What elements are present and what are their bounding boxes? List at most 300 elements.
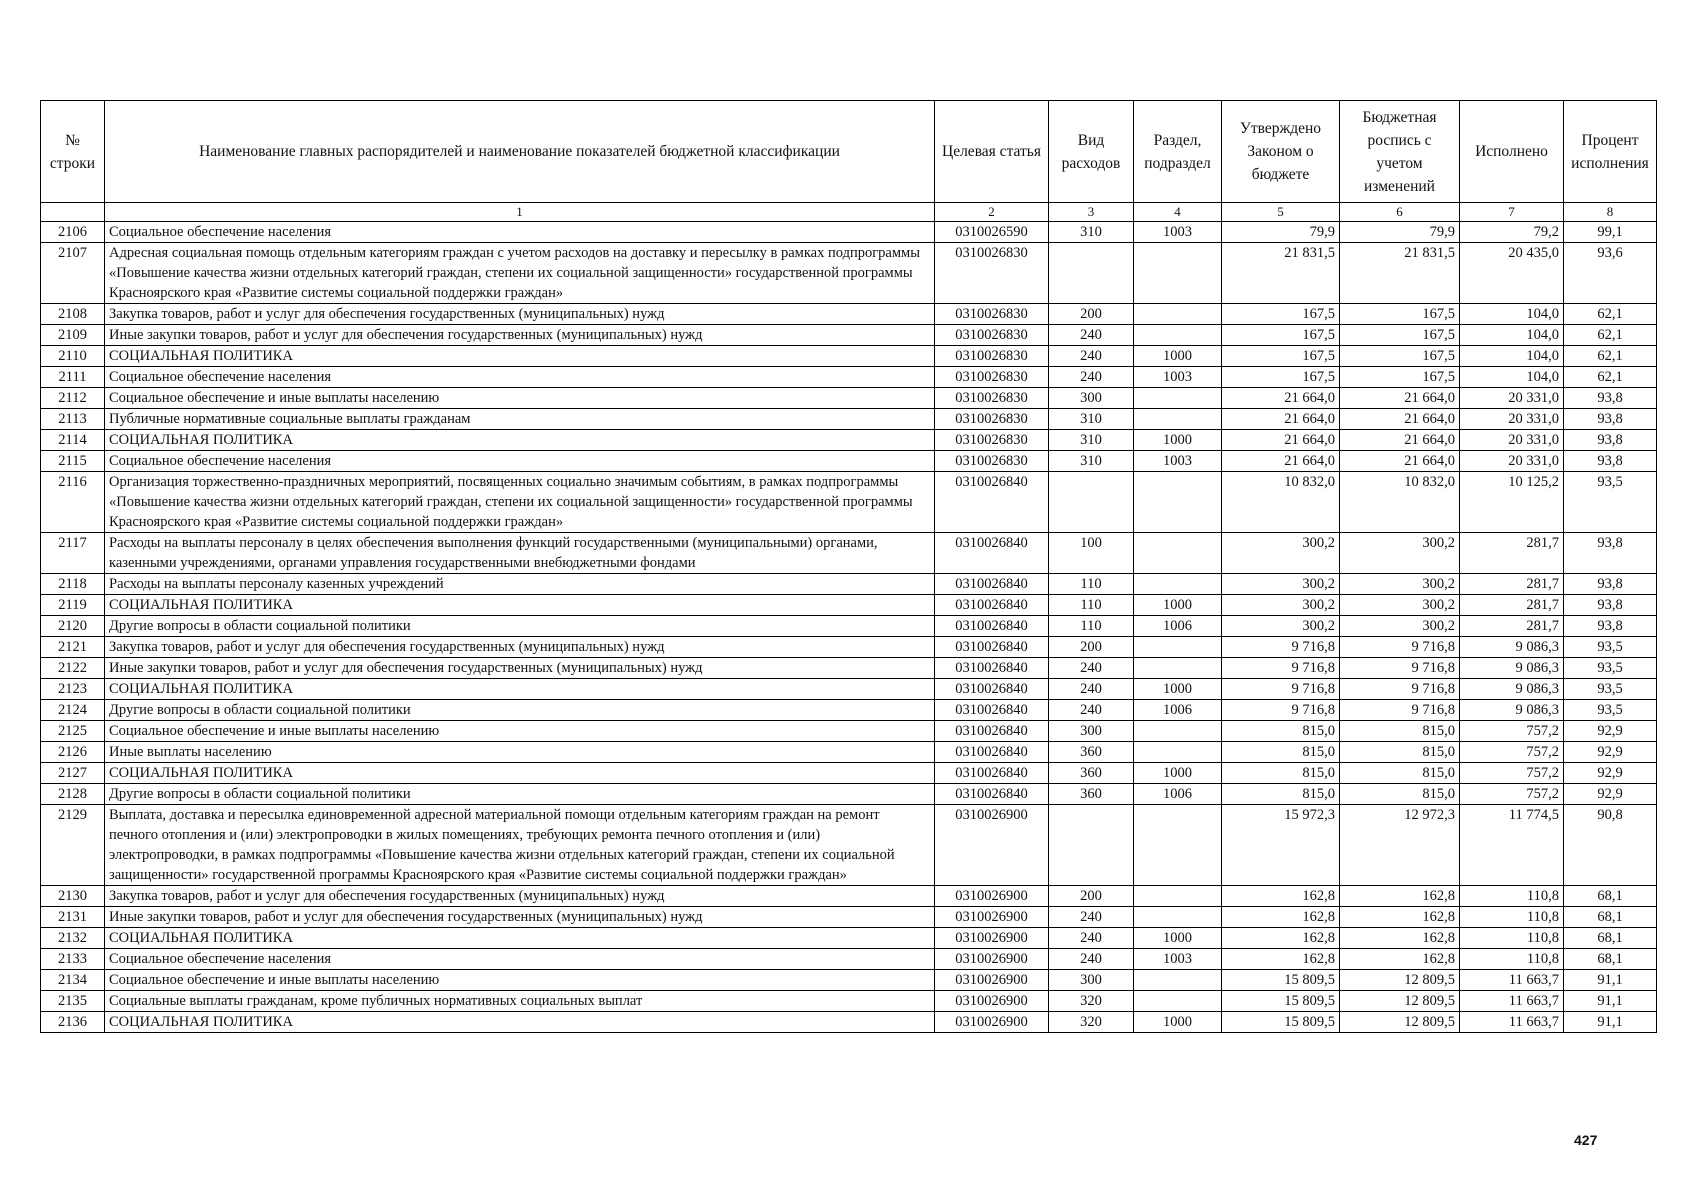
expense-type-cell: 320 [1049, 991, 1134, 1012]
budget-list-cell: 12 972,3 [1340, 805, 1460, 886]
target-article-cell: 0310026840 [935, 700, 1049, 721]
budget-list-cell: 21 664,0 [1340, 430, 1460, 451]
approved-cell: 815,0 [1222, 784, 1340, 805]
expense-type-cell: 310 [1049, 451, 1134, 472]
section-cell: 1000 [1134, 763, 1222, 784]
target-article-cell: 0310026840 [935, 784, 1049, 805]
approved-cell: 15 809,5 [1222, 1012, 1340, 1033]
row-name-cell: Социальное обеспечение населения [105, 949, 935, 970]
section-cell [1134, 574, 1222, 595]
row-name-cell: Иные закупки товаров, работ и услуг для обеспечения государственных (муниципальных) нужд [105, 907, 935, 928]
approved-cell: 9 716,8 [1222, 637, 1340, 658]
budget-list-cell: 167,5 [1340, 367, 1460, 388]
row-name-cell: Иные выплаты населению [105, 742, 935, 763]
table-row [41, 304, 1657, 325]
section-cell [1134, 409, 1222, 430]
row-number-cell: 2117 [41, 533, 105, 574]
approved-cell: 300,2 [1222, 574, 1340, 595]
approved-cell: 167,5 [1222, 367, 1340, 388]
row-number-cell: 2123 [41, 679, 105, 700]
target-article-cell: 0310026900 [935, 991, 1049, 1012]
executed-cell: 104,0 [1460, 325, 1564, 346]
percent-cell: 93,8 [1564, 595, 1657, 616]
executed-cell: 281,7 [1460, 616, 1564, 637]
executed-cell: 11 774,5 [1460, 805, 1564, 886]
row-number-cell: 2133 [41, 949, 105, 970]
row-number-cell: 2121 [41, 637, 105, 658]
table-body [41, 222, 1657, 1033]
target-article-cell: 0310026840 [935, 472, 1049, 533]
row-name-cell: Другие вопросы в области социальной политики [105, 616, 935, 637]
header-section: Раздел, подраздел [1134, 101, 1222, 203]
percent-cell: 91,1 [1564, 991, 1657, 1012]
executed-cell: 20 435,0 [1460, 243, 1564, 304]
approved-cell: 15 809,5 [1222, 991, 1340, 1012]
approved-cell: 162,8 [1222, 907, 1340, 928]
target-article-cell: 0310026830 [935, 304, 1049, 325]
budget-list-cell: 300,2 [1340, 616, 1460, 637]
row-name-cell: Закупка товаров, работ и услуг для обеспечения государственных (муниципальных) нужд [105, 637, 935, 658]
row-number-cell: 2108 [41, 304, 105, 325]
header-row-number: № строки [41, 101, 105, 203]
expense-type-cell: 310 [1049, 222, 1134, 243]
approved-cell: 162,8 [1222, 886, 1340, 907]
percent-cell: 93,8 [1564, 409, 1657, 430]
table-row [41, 721, 1657, 742]
row-number-cell: 2129 [41, 805, 105, 886]
budget-list-cell: 9 716,8 [1340, 700, 1460, 721]
executed-cell: 9 086,3 [1460, 658, 1564, 679]
percent-cell: 92,9 [1564, 721, 1657, 742]
column-number: 8 [1564, 203, 1657, 222]
expense-type-cell: 110 [1049, 595, 1134, 616]
executed-cell: 10 125,2 [1460, 472, 1564, 533]
approved-cell: 21 664,0 [1222, 430, 1340, 451]
executed-cell: 757,2 [1460, 784, 1564, 805]
approved-cell: 9 716,8 [1222, 658, 1340, 679]
percent-cell: 68,1 [1564, 907, 1657, 928]
section-cell [1134, 991, 1222, 1012]
approved-cell: 300,2 [1222, 533, 1340, 574]
section-cell: 1006 [1134, 616, 1222, 637]
expense-type-cell: 110 [1049, 616, 1134, 637]
approved-cell: 21 664,0 [1222, 388, 1340, 409]
budget-list-cell: 21 664,0 [1340, 388, 1460, 409]
row-name-cell: Иные закупки товаров, работ и услуг для обеспечения государственных (муниципальных) нужд [105, 325, 935, 346]
column-number: 1 [105, 203, 935, 222]
approved-cell: 79,9 [1222, 222, 1340, 243]
table-row [41, 243, 1657, 304]
header-executed: Исполнено [1460, 101, 1564, 203]
percent-cell: 62,1 [1564, 346, 1657, 367]
row-number-cell: 2106 [41, 222, 105, 243]
table-row [41, 574, 1657, 595]
target-article-cell: 0310026900 [935, 886, 1049, 907]
expense-type-cell: 360 [1049, 742, 1134, 763]
row-number-cell: 2125 [41, 721, 105, 742]
budget-list-cell: 9 716,8 [1340, 637, 1460, 658]
section-cell [1134, 533, 1222, 574]
expense-type-cell: 240 [1049, 679, 1134, 700]
expense-type-cell [1049, 243, 1134, 304]
target-article-cell: 0310026840 [935, 721, 1049, 742]
percent-cell: 93,8 [1564, 430, 1657, 451]
target-article-cell: 0310026830 [935, 451, 1049, 472]
approved-cell: 15 809,5 [1222, 970, 1340, 991]
row-name-cell: СОЦИАЛЬНАЯ ПОЛИТИКА [105, 763, 935, 784]
target-article-cell: 0310026840 [935, 595, 1049, 616]
column-number: 7 [1460, 203, 1564, 222]
executed-cell: 110,8 [1460, 907, 1564, 928]
section-cell: 1000 [1134, 346, 1222, 367]
target-article-cell: 0310026830 [935, 409, 1049, 430]
table-row [41, 742, 1657, 763]
section-cell [1134, 325, 1222, 346]
executed-cell: 79,2 [1460, 222, 1564, 243]
table-row [41, 533, 1657, 574]
row-name-cell: Выплата, доставка и пересылка единовременной адресной материальной помощи отдельным категориям граждан на ремонт печного отопления и (или) электропроводки в жилых помещениях, требующих ремонта печного отопления и (или) электропроводки, в рамках подпрограммы «Повышение качества жизни отдельных категорий граждан, степени их социальной защищенности» государственной программы Красноярского края «Развитие системы социальной поддержки граждан» [105, 805, 935, 886]
table-row [41, 409, 1657, 430]
approved-cell: 162,8 [1222, 949, 1340, 970]
target-article-cell: 0310026840 [935, 679, 1049, 700]
row-number-cell: 2119 [41, 595, 105, 616]
target-article-cell: 0310026840 [935, 574, 1049, 595]
percent-cell: 93,6 [1564, 243, 1657, 304]
table-row [41, 1012, 1657, 1033]
section-cell [1134, 637, 1222, 658]
row-number-cell: 2124 [41, 700, 105, 721]
target-article-cell: 0310026900 [935, 949, 1049, 970]
percent-cell: 92,9 [1564, 763, 1657, 784]
row-name-cell: СОЦИАЛЬНАЯ ПОЛИТИКА [105, 346, 935, 367]
target-article-cell: 0310026830 [935, 388, 1049, 409]
row-name-cell: Расходы на выплаты персоналу в целях обеспечения выполнения функций государственными (муниципальными) органами, казенными учреждениями, органами управления государственными внебюджетными фондами [105, 533, 935, 574]
executed-cell: 20 331,0 [1460, 451, 1564, 472]
row-number-cell: 2116 [41, 472, 105, 533]
percent-cell: 93,8 [1564, 451, 1657, 472]
section-cell [1134, 304, 1222, 325]
section-cell: 1000 [1134, 679, 1222, 700]
percent-cell: 93,5 [1564, 700, 1657, 721]
row-number-cell: 2109 [41, 325, 105, 346]
budget-list-cell: 9 716,8 [1340, 679, 1460, 700]
executed-cell: 110,8 [1460, 949, 1564, 970]
target-article-cell: 0310026830 [935, 430, 1049, 451]
budget-list-cell: 21 831,5 [1340, 243, 1460, 304]
header-name: Наименование главных распорядителей и наименование показателей бюджетной классификации [105, 101, 935, 203]
expense-type-cell [1049, 805, 1134, 886]
budget-list-cell: 300,2 [1340, 595, 1460, 616]
row-number-cell: 2107 [41, 243, 105, 304]
target-article-cell: 0310026830 [935, 243, 1049, 304]
budget-table-sheet [40, 100, 1656, 1033]
row-number-cell: 2111 [41, 367, 105, 388]
column-number: 6 [1340, 203, 1460, 222]
table-row [41, 388, 1657, 409]
row-number-cell: 2127 [41, 763, 105, 784]
budget-list-cell: 162,8 [1340, 886, 1460, 907]
row-name-cell: СОЦИАЛЬНАЯ ПОЛИТИКА [105, 430, 935, 451]
row-name-cell: Закупка товаров, работ и услуг для обеспечения государственных (муниципальных) нужд [105, 304, 935, 325]
budget-list-cell: 12 809,5 [1340, 970, 1460, 991]
budget-list-cell: 300,2 [1340, 574, 1460, 595]
budget-list-cell: 815,0 [1340, 763, 1460, 784]
approved-cell: 167,5 [1222, 346, 1340, 367]
target-article-cell: 0310026900 [935, 970, 1049, 991]
budget-list-cell: 21 664,0 [1340, 451, 1460, 472]
percent-cell: 93,5 [1564, 472, 1657, 533]
expense-type-cell: 240 [1049, 658, 1134, 679]
expense-type-cell: 240 [1049, 928, 1134, 949]
header-row [41, 101, 1657, 203]
table-row [41, 763, 1657, 784]
executed-cell: 20 331,0 [1460, 388, 1564, 409]
row-name-cell: Организация торжественно-праздничных мероприятий, посвященных социально значимым событиям, в рамках подпрограммы «Повышение качества жизни отдельных категорий граждан, степени их социальной защищенности» государственной программы Красноярского края «Развитие системы социальной поддержки граждан» [105, 472, 935, 533]
budget-list-cell: 10 832,0 [1340, 472, 1460, 533]
table-row [41, 367, 1657, 388]
percent-cell: 68,1 [1564, 886, 1657, 907]
approved-cell: 162,8 [1222, 928, 1340, 949]
table-row [41, 346, 1657, 367]
approved-cell: 21 831,5 [1222, 243, 1340, 304]
table-row [41, 472, 1657, 533]
column-number: 3 [1049, 203, 1134, 222]
row-number-cell: 2136 [41, 1012, 105, 1033]
section-cell: 1000 [1134, 928, 1222, 949]
budget-list-cell: 162,8 [1340, 928, 1460, 949]
target-article-cell: 0310026840 [935, 533, 1049, 574]
section-cell: 1000 [1134, 1012, 1222, 1033]
executed-cell: 281,7 [1460, 595, 1564, 616]
percent-cell: 93,8 [1564, 616, 1657, 637]
table-row [41, 451, 1657, 472]
expense-type-cell: 200 [1049, 304, 1134, 325]
target-article-cell: 0310026900 [935, 907, 1049, 928]
section-cell [1134, 742, 1222, 763]
expense-type-cell: 310 [1049, 409, 1134, 430]
budget-list-cell: 815,0 [1340, 742, 1460, 763]
section-cell: 1003 [1134, 222, 1222, 243]
budget-list-cell: 167,5 [1340, 346, 1460, 367]
expense-type-cell: 240 [1049, 700, 1134, 721]
section-cell [1134, 805, 1222, 886]
percent-cell: 93,5 [1564, 658, 1657, 679]
expense-type-cell [1049, 472, 1134, 533]
section-cell: 1003 [1134, 367, 1222, 388]
section-cell [1134, 388, 1222, 409]
section-cell [1134, 886, 1222, 907]
header-approved: Утверждено Законом о бюджете [1222, 101, 1340, 203]
expense-type-cell: 100 [1049, 533, 1134, 574]
row-number-cell: 2132 [41, 928, 105, 949]
row-name-cell: Расходы на выплаты персоналу казенных учреждений [105, 574, 935, 595]
table-row [41, 430, 1657, 451]
table-row [41, 700, 1657, 721]
budget-list-cell: 12 809,5 [1340, 991, 1460, 1012]
section-cell [1134, 243, 1222, 304]
row-number-cell: 2110 [41, 346, 105, 367]
percent-cell: 62,1 [1564, 304, 1657, 325]
table-row [41, 784, 1657, 805]
executed-cell: 20 331,0 [1460, 409, 1564, 430]
approved-cell: 167,5 [1222, 325, 1340, 346]
percent-cell: 62,1 [1564, 325, 1657, 346]
percent-cell: 93,5 [1564, 679, 1657, 700]
row-number-cell: 2114 [41, 430, 105, 451]
budget-list-cell: 815,0 [1340, 721, 1460, 742]
row-name-cell: Социальное обеспечение и иные выплаты населению [105, 388, 935, 409]
expense-type-cell: 200 [1049, 886, 1134, 907]
row-name-cell: Социальное обеспечение населения [105, 222, 935, 243]
section-cell [1134, 907, 1222, 928]
row-number-cell: 2113 [41, 409, 105, 430]
target-article-cell: 0310026840 [935, 637, 1049, 658]
target-article-cell: 0310026900 [935, 1012, 1049, 1033]
table-row [41, 658, 1657, 679]
target-article-cell: 0310026590 [935, 222, 1049, 243]
approved-cell: 815,0 [1222, 721, 1340, 742]
executed-cell: 104,0 [1460, 367, 1564, 388]
executed-cell: 9 086,3 [1460, 679, 1564, 700]
approved-cell: 815,0 [1222, 763, 1340, 784]
expense-type-cell: 110 [1049, 574, 1134, 595]
executed-cell: 104,0 [1460, 304, 1564, 325]
table-row [41, 949, 1657, 970]
percent-cell: 92,9 [1564, 784, 1657, 805]
executed-cell: 9 086,3 [1460, 700, 1564, 721]
executed-cell: 757,2 [1460, 763, 1564, 784]
expense-type-cell: 240 [1049, 367, 1134, 388]
column-number: 4 [1134, 203, 1222, 222]
executed-cell: 110,8 [1460, 886, 1564, 907]
table-row [41, 616, 1657, 637]
budget-table [40, 100, 1657, 1033]
approved-cell: 10 832,0 [1222, 472, 1340, 533]
row-name-cell: Адресная социальная помощь отдельным категориям граждан с учетом расходов на доставку и пересылку в рамках подпрограммы «Повышение качества жизни отдельных категорий граждан, степени их социальной защищенности» государственной программы Красноярского края «Развитие системы социальной поддержки граждан» [105, 243, 935, 304]
row-number-cell: 2120 [41, 616, 105, 637]
target-article-cell: 0310026900 [935, 805, 1049, 886]
executed-cell: 757,2 [1460, 721, 1564, 742]
table-row [41, 805, 1657, 886]
column-number: 5 [1222, 203, 1340, 222]
row-name-cell: Другие вопросы в области социальной политики [105, 784, 935, 805]
row-name-cell: Социальное обеспечение населения [105, 367, 935, 388]
row-number-cell: 2112 [41, 388, 105, 409]
percent-cell: 93,8 [1564, 388, 1657, 409]
row-number-cell: 2134 [41, 970, 105, 991]
expense-type-cell: 300 [1049, 388, 1134, 409]
expense-type-cell: 360 [1049, 784, 1134, 805]
executed-cell: 110,8 [1460, 928, 1564, 949]
budget-list-cell: 162,8 [1340, 949, 1460, 970]
target-article-cell: 0310026840 [935, 742, 1049, 763]
approved-cell: 9 716,8 [1222, 679, 1340, 700]
percent-cell: 93,5 [1564, 637, 1657, 658]
approved-cell: 300,2 [1222, 595, 1340, 616]
percent-cell: 91,1 [1564, 970, 1657, 991]
table-row [41, 325, 1657, 346]
row-name-cell: Социальное обеспечение населения [105, 451, 935, 472]
section-cell: 1000 [1134, 595, 1222, 616]
percent-cell: 68,1 [1564, 928, 1657, 949]
target-article-cell: 0310026830 [935, 367, 1049, 388]
table-row [41, 595, 1657, 616]
header-budget-list: Бюджетная роспись с учетом изменений [1340, 101, 1460, 203]
approved-cell: 167,5 [1222, 304, 1340, 325]
header-expense-type: Вид расходов [1049, 101, 1134, 203]
table-row [41, 970, 1657, 991]
column-number-blank [41, 203, 105, 222]
approved-cell: 21 664,0 [1222, 451, 1340, 472]
target-article-cell: 0310026830 [935, 325, 1049, 346]
executed-cell: 11 663,7 [1460, 1012, 1564, 1033]
approved-cell: 15 972,3 [1222, 805, 1340, 886]
row-name-cell: Социальное обеспечение и иные выплаты населению [105, 970, 935, 991]
row-number-cell: 2131 [41, 907, 105, 928]
approved-cell: 9 716,8 [1222, 700, 1340, 721]
section-cell [1134, 658, 1222, 679]
row-name-cell: Иные закупки товаров, работ и услуг для обеспечения государственных (муниципальных) нужд [105, 658, 935, 679]
expense-type-cell: 240 [1049, 949, 1134, 970]
budget-list-cell: 300,2 [1340, 533, 1460, 574]
budget-list-cell: 21 664,0 [1340, 409, 1460, 430]
row-name-cell: Другие вопросы в области социальной политики [105, 700, 935, 721]
table-row [41, 907, 1657, 928]
row-name-cell: СОЦИАЛЬНАЯ ПОЛИТИКА [105, 595, 935, 616]
expense-type-cell: 240 [1049, 346, 1134, 367]
executed-cell: 20 331,0 [1460, 430, 1564, 451]
budget-list-cell: 9 716,8 [1340, 658, 1460, 679]
target-article-cell: 0310026900 [935, 928, 1049, 949]
section-cell: 1006 [1134, 784, 1222, 805]
section-cell: 1000 [1134, 430, 1222, 451]
target-article-cell: 0310026840 [935, 616, 1049, 637]
target-article-cell: 0310026830 [935, 346, 1049, 367]
budget-list-cell: 162,8 [1340, 907, 1460, 928]
budget-list-cell: 79,9 [1340, 222, 1460, 243]
executed-cell: 104,0 [1460, 346, 1564, 367]
column-number: 2 [935, 203, 1049, 222]
row-name-cell: Социальные выплаты гражданам, кроме публичных нормативных социальных выплат [105, 991, 935, 1012]
expense-type-cell: 200 [1049, 637, 1134, 658]
row-name-cell: Социальное обеспечение и иные выплаты населению [105, 721, 935, 742]
executed-cell: 11 663,7 [1460, 970, 1564, 991]
section-cell: 1003 [1134, 451, 1222, 472]
section-cell: 1006 [1134, 700, 1222, 721]
expense-type-cell: 320 [1049, 1012, 1134, 1033]
row-number-cell: 2130 [41, 886, 105, 907]
executed-cell: 757,2 [1460, 742, 1564, 763]
expense-type-cell: 300 [1049, 721, 1134, 742]
row-name-cell: Закупка товаров, работ и услуг для обеспечения государственных (муниципальных) нужд [105, 886, 935, 907]
row-number-cell: 2122 [41, 658, 105, 679]
percent-cell: 93,8 [1564, 533, 1657, 574]
row-number-cell: 2115 [41, 451, 105, 472]
budget-list-cell: 167,5 [1340, 304, 1460, 325]
percent-cell: 68,1 [1564, 949, 1657, 970]
target-article-cell: 0310026840 [935, 658, 1049, 679]
section-cell: 1003 [1134, 949, 1222, 970]
percent-cell: 62,1 [1564, 367, 1657, 388]
expense-type-cell: 310 [1049, 430, 1134, 451]
percent-cell: 93,8 [1564, 574, 1657, 595]
executed-cell: 281,7 [1460, 574, 1564, 595]
target-article-cell: 0310026840 [935, 763, 1049, 784]
table-row [41, 886, 1657, 907]
expense-type-cell: 240 [1049, 907, 1134, 928]
approved-cell: 300,2 [1222, 616, 1340, 637]
row-number-cell: 2126 [41, 742, 105, 763]
